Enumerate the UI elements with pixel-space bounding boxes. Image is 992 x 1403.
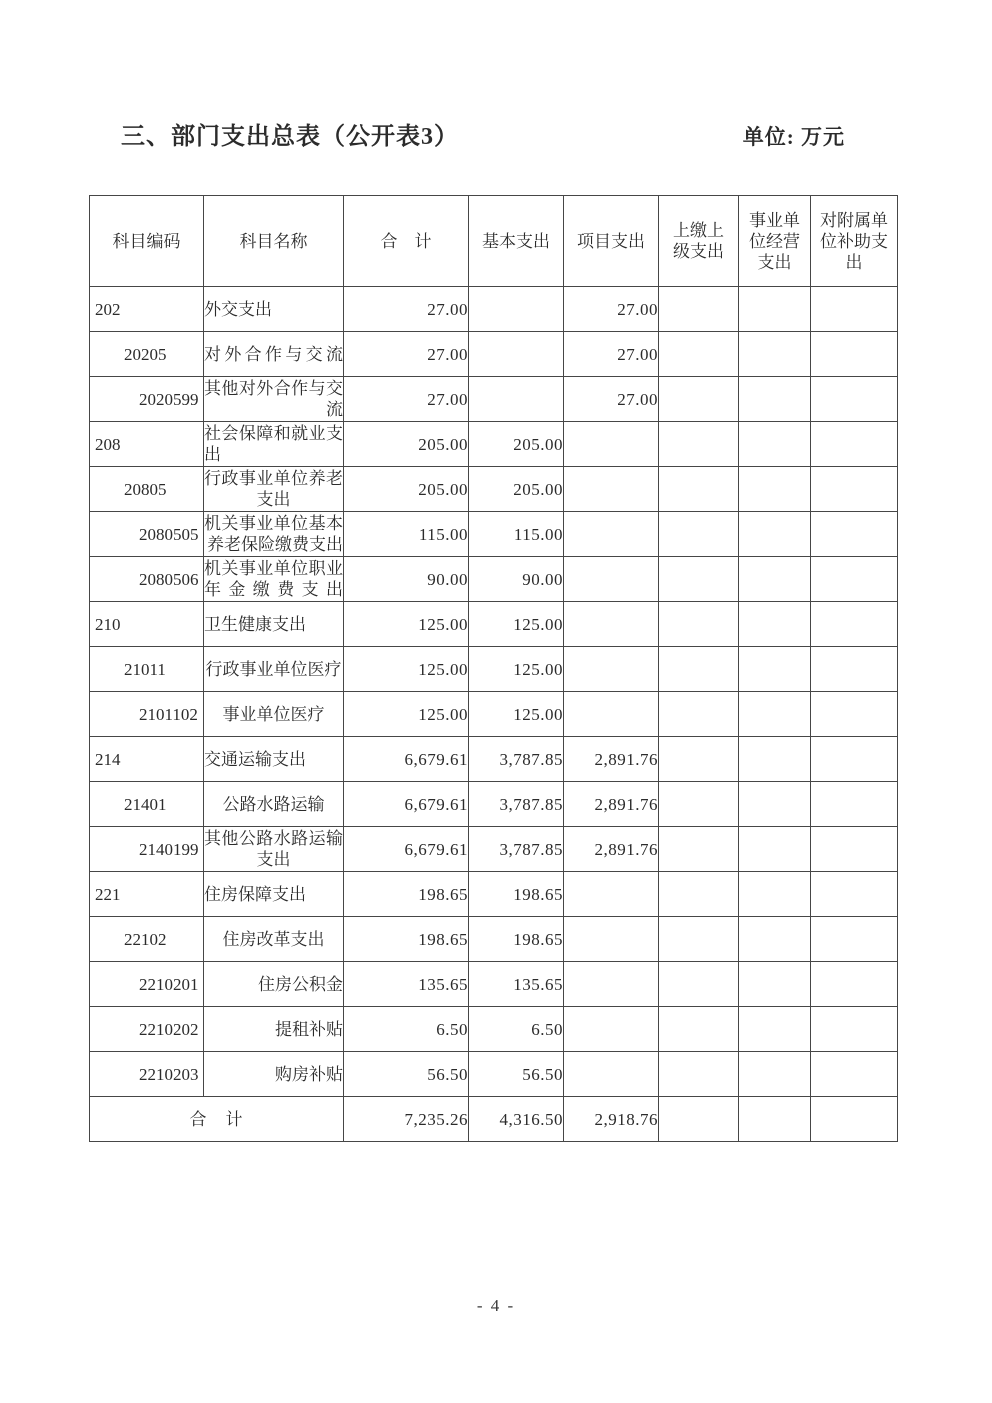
subsidy-cell (811, 827, 898, 872)
header-basic-expenditure: 基本支出 (469, 196, 564, 287)
basic-expenditure-cell: 6.50 (469, 1007, 564, 1052)
subsidy-cell (811, 737, 898, 782)
upper-level-cell (659, 422, 739, 467)
subsidy-cell (811, 692, 898, 737)
table-row (90, 917, 898, 962)
table-row (90, 557, 898, 602)
header-subject-code: 科目编码 (90, 196, 204, 287)
business-operation-cell (739, 827, 811, 872)
project-expenditure-cell (564, 647, 659, 692)
subsidy-cell (811, 647, 898, 692)
subject-code-cell: 21011 (90, 647, 204, 692)
subject-name-cell: 公路水路运输 (204, 782, 344, 827)
basic-expenditure-cell: 56.50 (469, 1052, 564, 1097)
subject-code-cell: 202 (90, 287, 204, 332)
subsidy-cell (811, 512, 898, 557)
subject-code-cell: 208 (90, 422, 204, 467)
total-cell: 205.00 (344, 422, 469, 467)
business-operation-cell (739, 692, 811, 737)
business-operation-cell (739, 647, 811, 692)
subject-code-cell: 2080506 (90, 557, 204, 602)
subject-name-cell: 卫生健康支出 (204, 602, 344, 647)
page-number: - 4 - (476, 1296, 516, 1315)
project-expenditure-cell: 2,918.76 (564, 1097, 659, 1142)
subject-name-cell: 提租补贴 (204, 1007, 344, 1052)
total-cell: 198.65 (344, 872, 469, 917)
table-row (90, 467, 898, 512)
basic-expenditure-cell: 3,787.85 (469, 827, 564, 872)
basic-expenditure-cell: 198.65 (469, 917, 564, 962)
project-expenditure-cell (564, 1007, 659, 1052)
subsidy-cell (811, 377, 898, 422)
basic-expenditure-cell: 205.00 (469, 467, 564, 512)
total-cell: 6.50 (344, 1007, 469, 1052)
subject-name-cell: 住房保障支出 (204, 872, 344, 917)
header-affiliated-subsidy-expenditure: 对附属单位补助支出 (811, 196, 898, 287)
subsidy-cell (811, 1097, 898, 1142)
subject-name-cell: 事业单位医疗 (204, 692, 344, 737)
business-operation-cell (739, 332, 811, 377)
project-expenditure-cell (564, 962, 659, 1007)
upper-level-cell (659, 872, 739, 917)
subject-name-cell: 社会保障和就业支出 (204, 422, 344, 467)
upper-level-cell (659, 827, 739, 872)
subsidy-cell (811, 1007, 898, 1052)
subject-name-cell: 外交支出 (204, 287, 344, 332)
upper-level-cell (659, 917, 739, 962)
business-operation-cell (739, 467, 811, 512)
subsidy-cell (811, 332, 898, 377)
table-row (90, 872, 898, 917)
subject-name-cell: 行政事业单位医疗 (204, 647, 344, 692)
subject-name-cell: 购房补贴 (204, 1052, 344, 1097)
upper-level-cell (659, 1007, 739, 1052)
total-cell: 125.00 (344, 647, 469, 692)
subject-code-cell: 2020599 (90, 377, 204, 422)
table-row (90, 782, 898, 827)
basic-expenditure-cell: 125.00 (469, 692, 564, 737)
upper-level-cell (659, 602, 739, 647)
project-expenditure-cell: 2,891.76 (564, 782, 659, 827)
subsidy-cell (811, 467, 898, 512)
table-row (90, 287, 898, 332)
business-operation-cell (739, 1097, 811, 1142)
business-operation-cell (739, 602, 811, 647)
subject-name-cell: 住房改革支出 (204, 917, 344, 962)
total-cell: 6,679.61 (344, 737, 469, 782)
basic-expenditure-cell: 198.65 (469, 872, 564, 917)
subject-code-cell: 2080505 (90, 512, 204, 557)
table-row (90, 962, 898, 1007)
subject-code-cell: 2140199 (90, 827, 204, 872)
total-cell: 6,679.61 (344, 827, 469, 872)
table-row (90, 602, 898, 647)
subject-code-cell: 2101102 (90, 692, 204, 737)
project-expenditure-cell: 27.00 (564, 377, 659, 422)
total-cell: 27.00 (344, 332, 469, 377)
header-upper-level-expenditure: 上缴上级支出 (659, 196, 739, 287)
basic-expenditure-cell: 205.00 (469, 422, 564, 467)
subsidy-cell (811, 872, 898, 917)
subsidy-cell (811, 557, 898, 602)
subject-name-cell: 对外合作与交流 (204, 332, 344, 377)
subject-code-cell: 2210203 (90, 1052, 204, 1097)
subject-name-cell: 交通运输支出 (204, 737, 344, 782)
total-cell: 6,679.61 (344, 782, 469, 827)
business-operation-cell (739, 422, 811, 467)
total-cell: 205.00 (344, 467, 469, 512)
subject-code-cell: 22102 (90, 917, 204, 962)
business-operation-cell (739, 1052, 811, 1097)
table-row (90, 827, 898, 872)
unit-label: 单位: 万元 (742, 125, 845, 149)
header-business-operation-expenditure: 事业单位经营支出 (739, 196, 811, 287)
project-expenditure-cell (564, 692, 659, 737)
total-cell: 27.00 (344, 287, 469, 332)
subject-name-cell: 机关事业单位基本养老保险缴费支出 (204, 512, 344, 557)
project-expenditure-cell (564, 467, 659, 512)
table-row (90, 692, 898, 737)
header-subject-name: 科目名称 (204, 196, 344, 287)
subject-code-cell: 20205 (90, 332, 204, 377)
subsidy-cell (811, 602, 898, 647)
basic-expenditure-cell: 4,316.50 (469, 1097, 564, 1142)
document-header (121, 116, 845, 151)
subject-name-cell: 住房公积金 (204, 962, 344, 1007)
upper-level-cell (659, 1097, 739, 1142)
total-cell: 135.65 (344, 962, 469, 1007)
business-operation-cell (739, 962, 811, 1007)
basic-expenditure-cell: 135.65 (469, 962, 564, 1007)
subsidy-cell (811, 422, 898, 467)
total-cell: 198.65 (344, 917, 469, 962)
basic-expenditure-cell: 125.00 (469, 647, 564, 692)
project-expenditure-cell (564, 512, 659, 557)
total-cell: 90.00 (344, 557, 469, 602)
table-row (90, 332, 898, 377)
upper-level-cell (659, 512, 739, 557)
project-expenditure-cell (564, 1052, 659, 1097)
total-cell: 125.00 (344, 602, 469, 647)
subject-code-cell: 20805 (90, 467, 204, 512)
subject-code-cell: 2210202 (90, 1007, 204, 1052)
upper-level-cell (659, 737, 739, 782)
basic-expenditure-cell: 3,787.85 (469, 782, 564, 827)
upper-level-cell (659, 782, 739, 827)
subsidy-cell (811, 917, 898, 962)
upper-level-cell (659, 1052, 739, 1097)
project-expenditure-cell (564, 872, 659, 917)
basic-expenditure-cell: 3,787.85 (469, 737, 564, 782)
total-cell: 125.00 (344, 692, 469, 737)
subsidy-cell (811, 1052, 898, 1097)
subsidy-cell (811, 782, 898, 827)
upper-level-cell (659, 332, 739, 377)
subject-name-cell: 其他公路水路运输支出 (204, 827, 344, 872)
basic-expenditure-cell: 90.00 (469, 557, 564, 602)
basic-expenditure-cell: 125.00 (469, 602, 564, 647)
subject-code-cell: 2210201 (90, 962, 204, 1007)
subject-code-cell: 21401 (90, 782, 204, 827)
total-row (90, 1097, 898, 1142)
business-operation-cell (739, 782, 811, 827)
subject-code-cell: 210 (90, 602, 204, 647)
basic-expenditure-cell (469, 332, 564, 377)
project-expenditure-cell: 27.00 (564, 332, 659, 377)
upper-level-cell (659, 962, 739, 1007)
business-operation-cell (739, 737, 811, 782)
project-expenditure-cell (564, 602, 659, 647)
expenditure-summary-table (89, 195, 898, 1142)
business-operation-cell (739, 512, 811, 557)
total-cell: 115.00 (344, 512, 469, 557)
upper-level-cell (659, 692, 739, 737)
basic-expenditure-cell: 115.00 (469, 512, 564, 557)
total-cell: 27.00 (344, 377, 469, 422)
table-row (90, 1007, 898, 1052)
upper-level-cell (659, 647, 739, 692)
business-operation-cell (739, 1007, 811, 1052)
table-row (90, 512, 898, 557)
basic-expenditure-cell (469, 287, 564, 332)
subject-code-cell: 221 (90, 872, 204, 917)
table-row (90, 647, 898, 692)
header-total: 合 计 (344, 196, 469, 287)
project-expenditure-cell (564, 917, 659, 962)
project-expenditure-cell (564, 422, 659, 467)
basic-expenditure-cell (469, 377, 564, 422)
business-operation-cell (739, 872, 811, 917)
table-row (90, 377, 898, 422)
table-row (90, 1052, 898, 1097)
subject-name-cell: 行政事业单位养老支出 (204, 467, 344, 512)
subject-code-cell: 214 (90, 737, 204, 782)
project-expenditure-cell: 2,891.76 (564, 827, 659, 872)
business-operation-cell (739, 557, 811, 602)
table-row (90, 422, 898, 467)
table-row (90, 737, 898, 782)
total-row-label: 合 计 (90, 1097, 344, 1142)
upper-level-cell (659, 377, 739, 422)
project-expenditure-cell (564, 557, 659, 602)
business-operation-cell (739, 377, 811, 422)
total-cell: 7,235.26 (344, 1097, 469, 1142)
subject-name-cell: 其他对外合作与交流 (204, 377, 344, 422)
project-expenditure-cell: 2,891.76 (564, 737, 659, 782)
upper-level-cell (659, 557, 739, 602)
upper-level-cell (659, 467, 739, 512)
business-operation-cell (739, 917, 811, 962)
subsidy-cell (811, 287, 898, 332)
header-project-expenditure: 项目支出 (564, 196, 659, 287)
subject-name-cell: 机关事业单位职业年金缴费支出 (204, 557, 344, 602)
total-cell: 56.50 (344, 1052, 469, 1097)
project-expenditure-cell: 27.00 (564, 287, 659, 332)
table-header-row (90, 196, 898, 287)
subsidy-cell (811, 962, 898, 1007)
business-operation-cell (739, 287, 811, 332)
page-title: 三、部门支出总表（公开表3） (121, 124, 459, 150)
upper-level-cell (659, 287, 739, 332)
